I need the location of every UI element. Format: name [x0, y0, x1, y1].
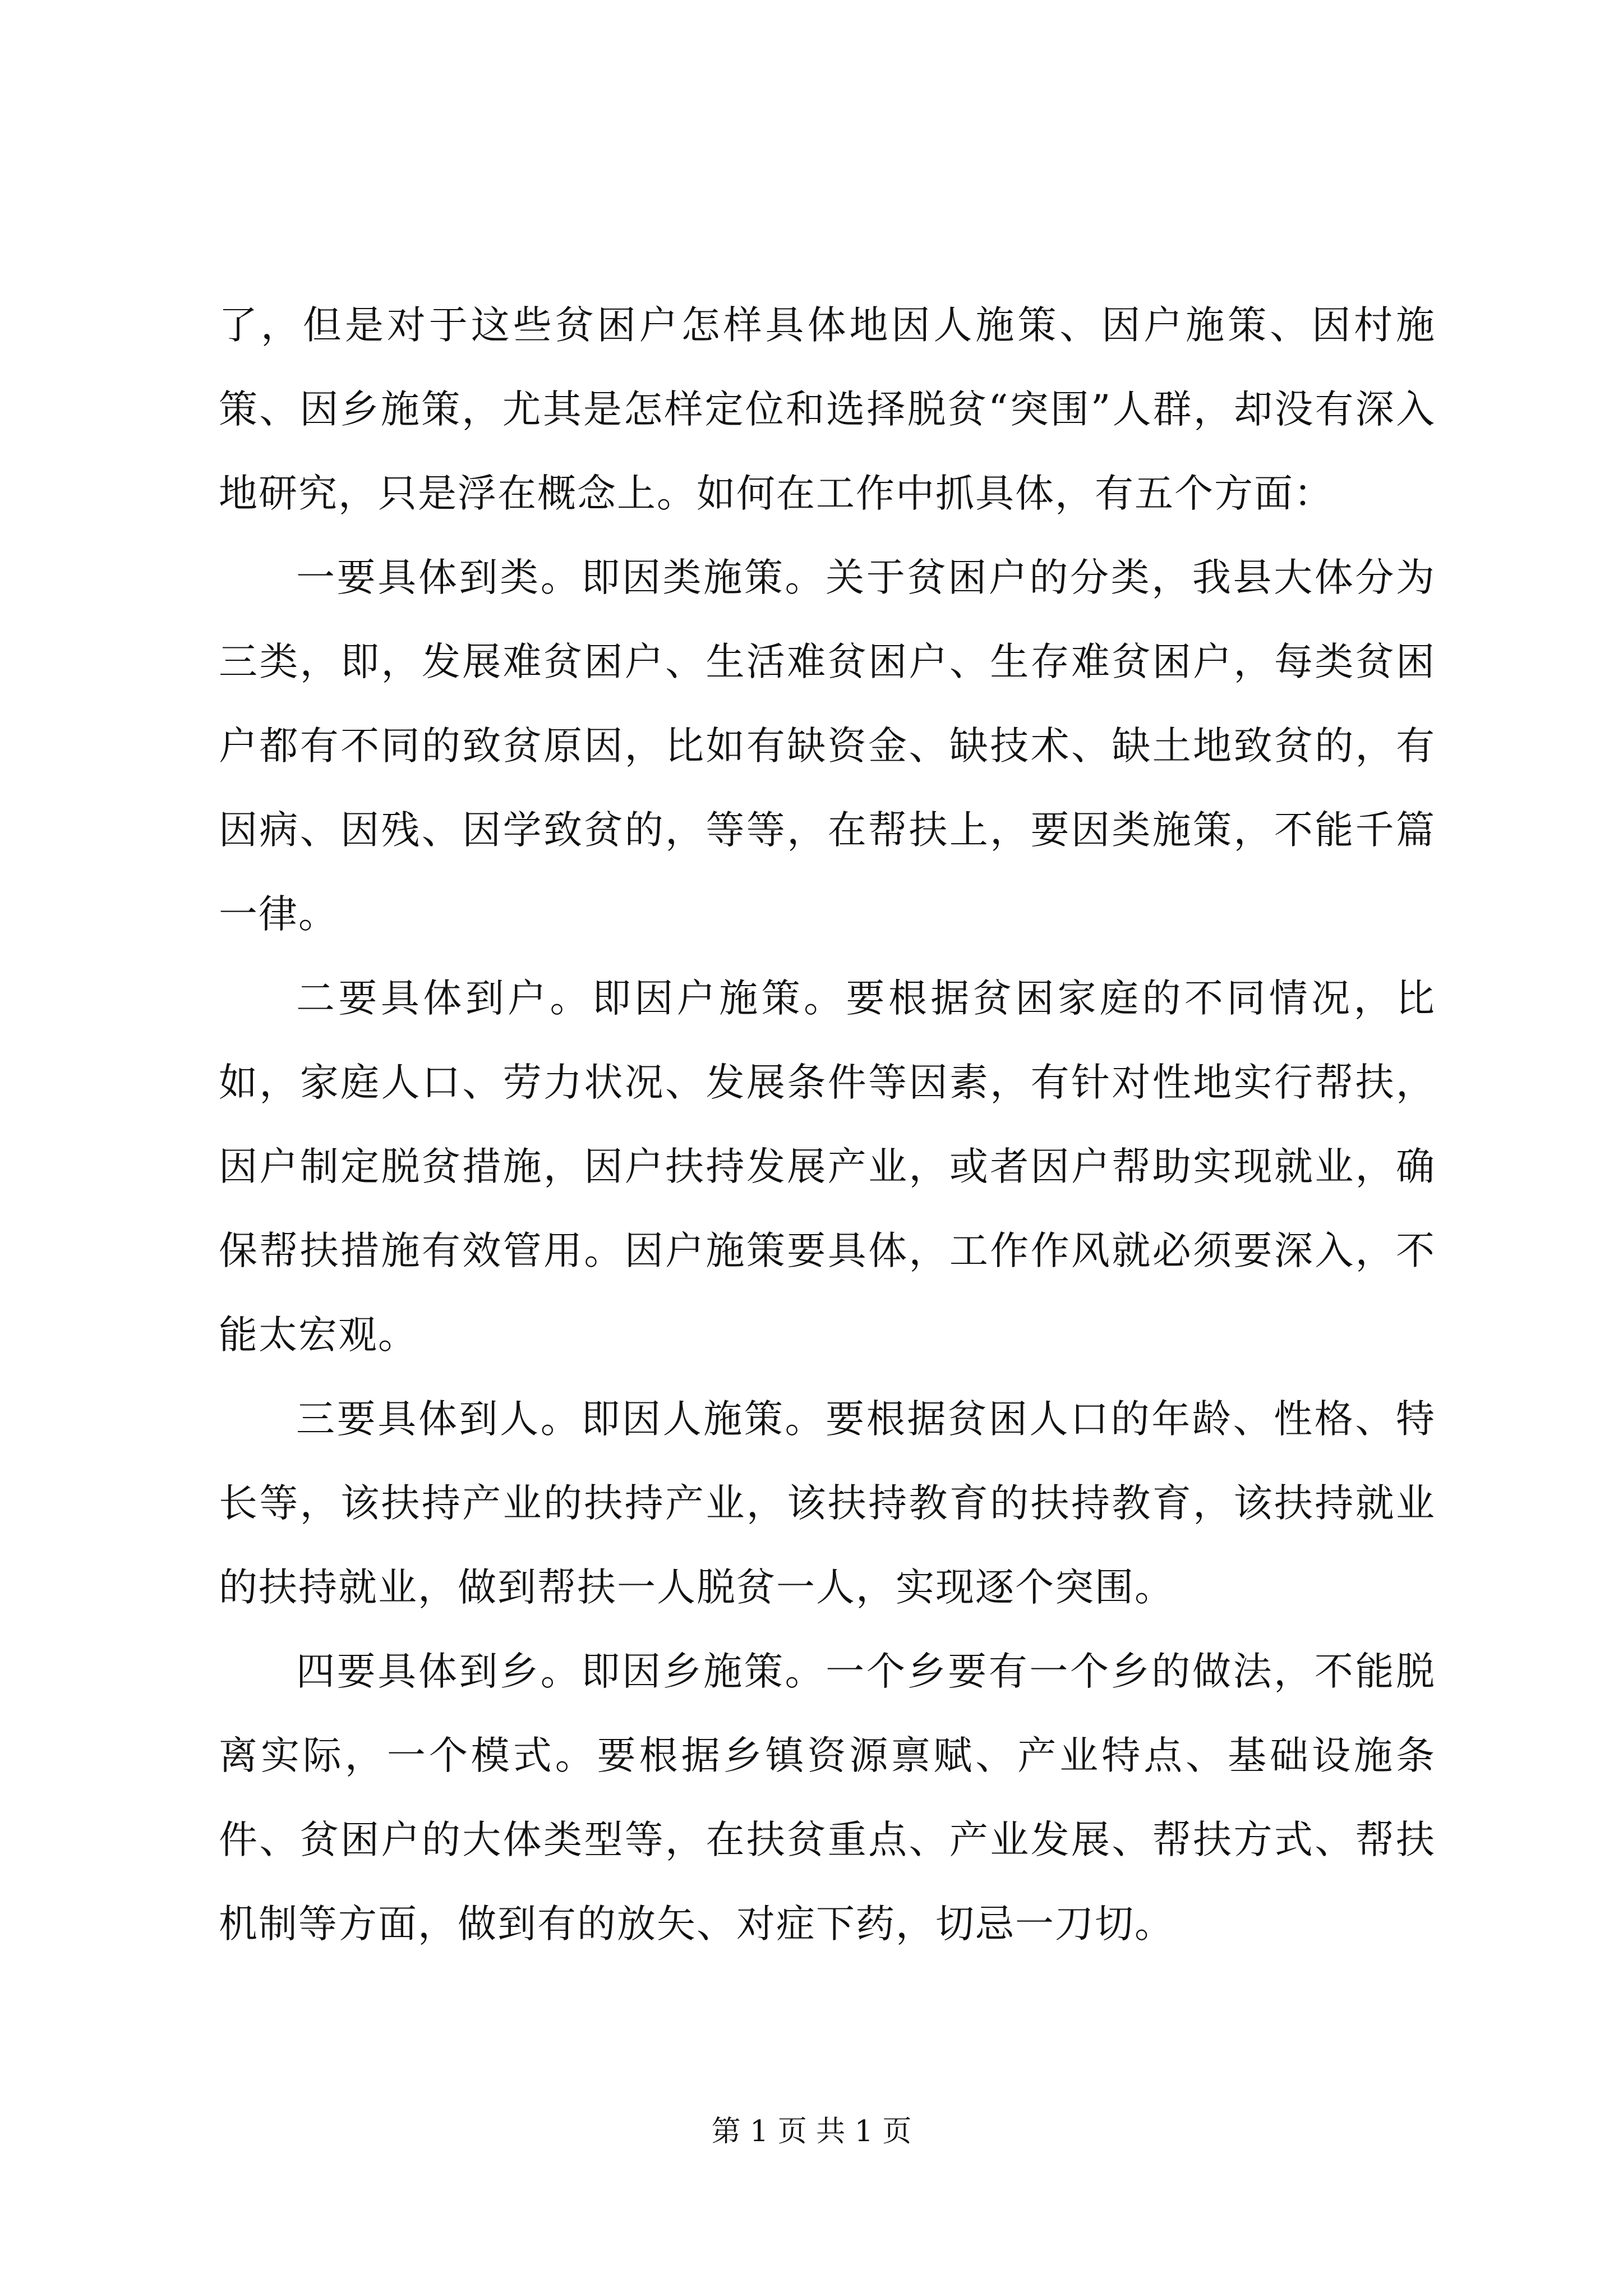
- paragraph-continuation: 了，但是对于这些贫困户怎样具体地因人施策、因户施策、因村施策、因乡施策，尤其是怎样定位和选择脱贫“突围”人群，却没有深入地研究，只是浮在概念上。如何在工作中抓具体，有五个方面：: [219, 303, 1436, 516]
- paragraph-person: 三要具体到人。即因人施策。要根据贫困人口的年龄、性格、特长等，该扶持产业的扶持产业，该扶持教育的扶持教育，该扶持就业的扶持就业，做到帮扶一人脱贫一人，实现逐个突围。: [219, 1397, 1436, 1610]
- page-number-label: 第 1 页 共 1 页: [711, 2115, 912, 2148]
- paragraph-category: 一要具体到类。即因类施策。关于贫困户的分类，我县大体分为三类，即，发展难贫困户、生活难贫困户、生存难贫困户，每类贫困户都有不同的致贫原因，比如有缺资金、缺技术、缺土地致贫的，有因病、因残、因学致贫的，等等，在帮扶上，要因类施策，不能千篇一律。: [219, 555, 1436, 937]
- paragraph-township: 四要具体到乡。即因乡施策。一个乡要有一个乡的做法，不能脱离实际，一个模式。要根据乡镇资源禀赋、产业特点、基础设施条件、贫困户的大体类型等，在扶贫重点、产业发展、帮扶方式、帮扶机制等方面，做到有的放矢、对症下药，切忌一刀切。: [219, 1649, 1436, 1947]
- page-footer: [0, 2109, 1623, 2154]
- paragraph-household: 二要具体到户。即因户施策。要根据贫困家庭的不同情况，比如，家庭人口、劳力状况、发展条件等因素，有针对性地实行帮扶，因户制定脱贫措施，因户扶持发展产业，或者因户帮助实现就业，确保帮扶措施有效管用。因户施策要具体，工作作风就必须要深入，不能太宏观。: [219, 976, 1436, 1358]
- document-body: [219, 283, 1436, 2033]
